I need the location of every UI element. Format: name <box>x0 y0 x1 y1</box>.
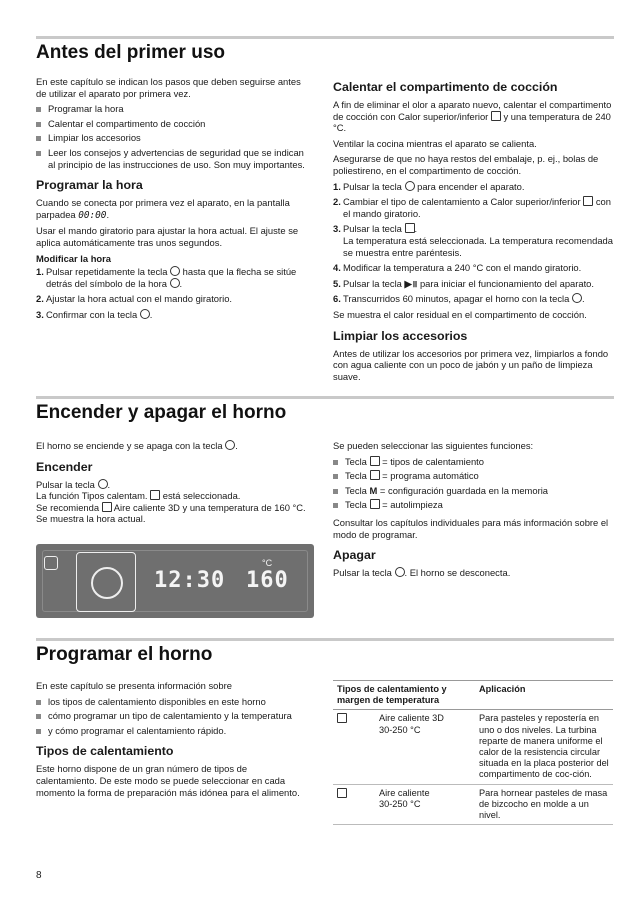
list-item: Leer los consejos y advertencias de seguridad que se indican al principio de las instrucciones de uso. Son muy importantes. <box>36 147 308 170</box>
list-item: 1. Pulsar repetidamente la tecla hasta que la flecha se sitúe detrás del símbolo de la hora . <box>36 266 297 289</box>
list-item: los tipos de calentamiento disponibles en este horno <box>36 696 308 708</box>
column-header: Aplicación <box>475 681 613 710</box>
self-clean-icon <box>370 499 380 509</box>
section-rule <box>36 638 614 641</box>
list-item: 5. Pulsar la tecla ▶॥ para iniciar el funcionamiento del aparato. <box>333 277 595 289</box>
clock-icon <box>170 266 180 276</box>
left-column <box>36 680 308 802</box>
list-item: 3. Confirmar con la tecla . <box>36 308 153 320</box>
list-item: Limpiar los accesorios <box>36 132 308 144</box>
paragraph: Pulsar la tecla . El horno se desconecta. <box>333 567 511 579</box>
power-icon <box>225 440 235 450</box>
hot-air-3d-icon <box>337 713 347 723</box>
heating-types-icon <box>150 490 160 500</box>
top-bottom-heat-icon <box>491 111 501 121</box>
list-item: 4. Modificar la temperatura a 240 °C con el mando giratorio. <box>333 262 582 274</box>
bullet-list <box>36 103 308 170</box>
paragraph: Cuando se conecta por primera vez el aparato, en la pantalla parpadea 00:00. <box>36 197 290 221</box>
list-item: cómo programar un tipo de calentamiento y la temperatura <box>36 710 308 722</box>
memory-icon: M <box>369 484 378 496</box>
list-item: Tecla = programa automático <box>333 470 613 482</box>
power-icon <box>405 181 415 191</box>
heating-types-icon <box>44 556 58 570</box>
subsection-title: Programar la hora <box>36 178 143 193</box>
subsection-title: Limpiar los accesorios <box>333 328 468 343</box>
paragraph: Antes de utilizar los accesorios por primera vez, limpiarlos a fondo con agua caliente con un poco de jabón y un paño de limpieza suave. <box>333 347 609 382</box>
list-item: Tecla = tipos de calentamiento <box>333 456 613 468</box>
left-column <box>36 440 308 525</box>
paragraph: En este capítulo se presenta información sobre <box>36 680 232 691</box>
paragraph: Consultar los capítulos individuales para más información sobre el modo de programar. <box>333 516 609 540</box>
clock-icon <box>140 309 150 319</box>
hot-air-3d-icon <box>102 502 112 512</box>
power-icon <box>572 293 582 303</box>
temperature-range: 30-250 °C <box>379 798 421 809</box>
clock-display-text: 00:00 <box>78 209 107 221</box>
bullet-list <box>36 696 308 737</box>
list-item: 2. Cambiar el tipo de calentamiento a Calor superior/inferior con el mando giratorio. <box>333 196 611 219</box>
subsection-title: Tipos de calentamiento <box>36 744 174 759</box>
section-title: Encender y apagar el horno <box>36 402 287 423</box>
left-column <box>36 76 308 325</box>
clock-arrow-icon <box>170 278 180 288</box>
temperature-range: 30-250 °C <box>379 724 421 735</box>
paragraph: Usar el mando giratorio para ajustar la hora actual. El ajuste se aplica automáticamente tras unos segundos. <box>36 225 299 248</box>
right-column <box>333 440 613 583</box>
auto-program-icon <box>370 470 380 480</box>
heating-types-icon <box>370 456 380 466</box>
start-pause-icon: ▶॥ <box>404 277 418 289</box>
paragraph: Se pueden seleccionar las siguientes funciones: <box>333 440 534 451</box>
power-icon <box>98 479 108 489</box>
section-title: Antes del primer uso <box>36 42 225 63</box>
intro-text: En este capítulo se indican los pasos que deben seguirse antes de utilizar el aparato por primera vez. <box>36 76 301 99</box>
table-row <box>333 710 613 784</box>
paragraph: Ventilar la cocina mientras el aparato se calienta. <box>333 137 537 149</box>
top-bottom-heat-icon <box>583 196 593 206</box>
heating-type-name: Aire caliente <box>379 787 430 798</box>
subsection-title: Calentar el compartimento de cocción <box>333 80 558 94</box>
table-row <box>333 784 613 825</box>
table-header-row <box>333 681 613 710</box>
application-text: Para pasteles y repostería en uno o dos niveles. La turbina reparte de manera uniforme el calor de la resistencia circular situada en la placa posterior del compartimento de coc-ción. <box>475 710 613 784</box>
page-number: 8 <box>36 870 42 881</box>
column-header: Tipos de calentamiento y margen de temperatura <box>333 681 475 710</box>
subsection-title: Encender <box>36 459 93 474</box>
section-rule <box>36 36 614 39</box>
heating-type-name: Aire caliente 3D <box>379 713 444 724</box>
list-item: 2. Ajustar la hora actual con el mando giratorio. <box>36 293 233 305</box>
fan-icon <box>91 567 123 599</box>
list-item: y cómo programar el calentamiento rápido. <box>36 725 308 737</box>
list-item: 6. Transcurridos 60 minutos, apagar el horno con la tecla . <box>333 293 585 305</box>
list-item: 1. Pulsar la tecla para encender el aparato. <box>333 180 525 192</box>
heating-types-table <box>333 680 613 825</box>
bullet-list <box>333 456 613 511</box>
temperature-icon <box>405 223 415 233</box>
section-title: Programar el horno <box>36 644 213 665</box>
paragraph: Pulsar la tecla . La función Tipos calentam. está seleccionada. Se recomienda Aire caliente 3D y una temperatura de 160 °C. Se muestra la hora actual. <box>36 478 306 525</box>
sub-heading: Modificar la hora <box>36 252 112 264</box>
section-rule <box>36 396 614 399</box>
temperature-readout: 160 <box>246 568 289 593</box>
list-item: Tecla M = configuración guardada en la memoria <box>333 485 613 497</box>
temperature-unit: °C <box>262 558 273 568</box>
paragraph: Se muestra el calor residual en el compartimento de cocción. <box>333 308 587 320</box>
steps-list <box>333 181 613 305</box>
subsection-title: Apagar <box>333 548 376 563</box>
list-item: Programar la hora <box>36 103 308 115</box>
application-text: Para hornear pasteles de masa de bizcocho en molde a un nivel. <box>475 784 613 825</box>
right-column <box>333 80 613 386</box>
paragraph: Este horno dispone de un gran número de tipos de calentamiento. De este modo se puede seleccionar en cada momento la forma de preparación más idónea para el alimento. <box>36 763 300 798</box>
paragraph: A fin de eliminar el olor a aparato nuevo, calentar el compartimento de cocción con Calor superior/inferior y una temperatura de 240 °C. <box>333 99 612 134</box>
power-icon <box>395 567 405 577</box>
oven-display <box>36 544 314 618</box>
list-item: Tecla = autolimpieza <box>333 499 613 511</box>
paragraph: El horno se enciende y se apaga con la tecla . <box>36 440 238 451</box>
steps-list <box>36 266 308 320</box>
hot-air-icon <box>337 788 347 798</box>
list-item: 3. Pulsar la tecla . La temperatura está seleccionada. La temperatura recomendada se muestra entre paréntesis. <box>333 223 613 258</box>
list-item: Calentar el compartimento de cocción <box>36 118 308 130</box>
clock-readout: 12:30 <box>154 568 226 593</box>
fan-icon-frame <box>76 552 136 612</box>
paragraph: Asegurarse de que no haya restos del embalaje, p. ej., bolas de poliestireno, en el compartimento de cocción. <box>333 153 599 176</box>
